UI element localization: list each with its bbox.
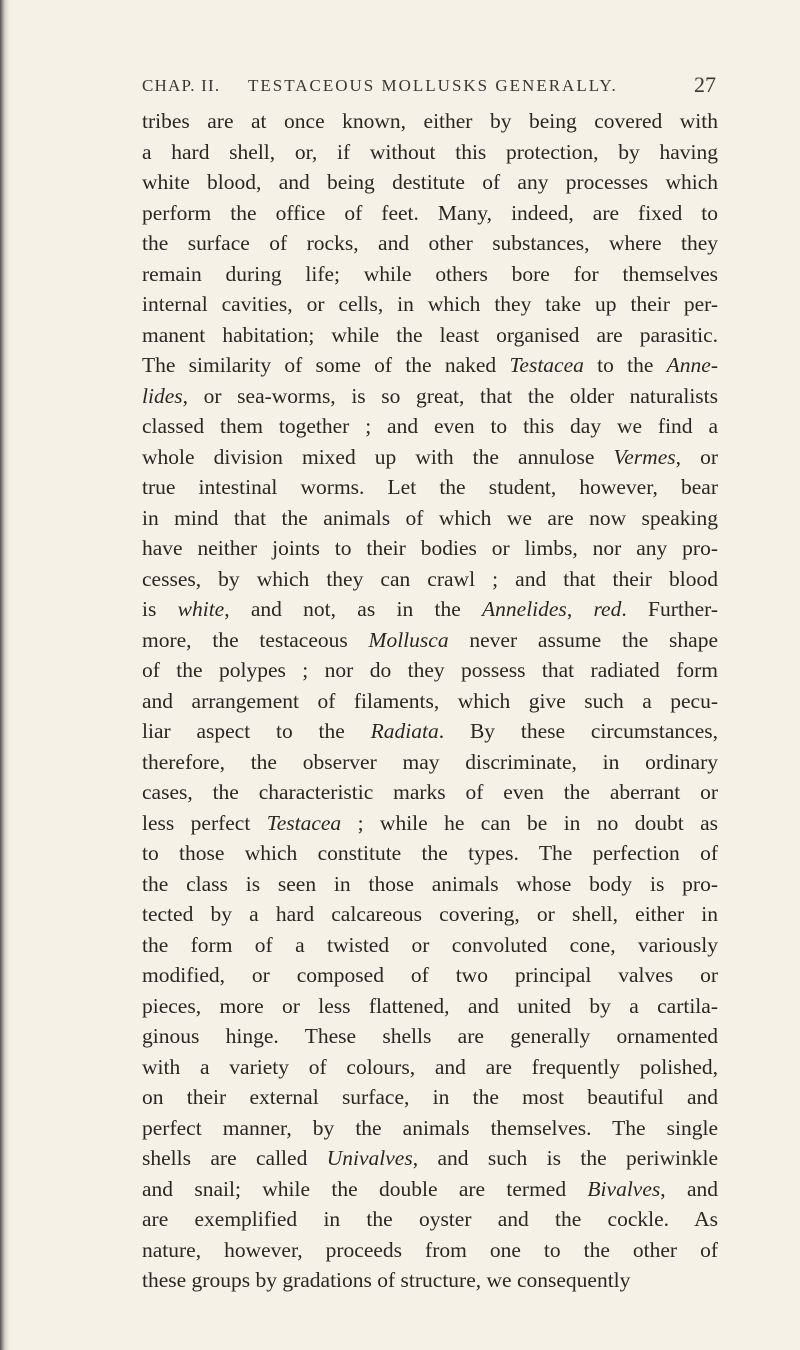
text-line: manent habitation; while the least organised are parasitic. (142, 322, 718, 347)
text-line: remain during life; while others bore for themselves (142, 261, 718, 286)
text-line: the surface of rocks, and other substances, where they (142, 231, 718, 255)
text-line: The similarity of some of the naked Testacea to the Anne- (142, 353, 718, 377)
text-line: modified, or composed of two principal valves or (142, 963, 718, 987)
text-line: the class is seen in those animals whose body is pro- (142, 871, 718, 896)
italic-term: Univalves (326, 1146, 413, 1170)
text-line: to those which constitute the types. The perfection of (142, 841, 718, 865)
page-number: 27 (694, 72, 716, 97)
text-line: tected by a hard calcareous covering, or shell, either in (142, 902, 718, 926)
text-line: lides, or sea-worms, is so great, that the older naturalists (142, 383, 718, 408)
text-line: shells are called Univalves, and such is the periwinkle (142, 1146, 718, 1170)
running-title: TESTACEOUS MOLLUSKS GENERALLY. (248, 76, 618, 95)
italic-term: Annelides (482, 597, 567, 621)
text-line: pieces, more or less flattened, and united by a cartila- (142, 993, 718, 1018)
italic-term: lides (142, 383, 183, 408)
page-gutter-shadow (0, 0, 10, 1350)
running-head (142, 72, 716, 98)
text-line: internal cavities, or cells, in which they take up their per- (142, 292, 718, 316)
italic-term: Bivalves (587, 1176, 661, 1201)
text-line: cases, the characteristic marks of even the aberrant or (142, 780, 718, 804)
italic-term: Testacea (266, 810, 342, 835)
text-line: less perfect Testacea ; while he can be in no doubt as (142, 810, 718, 835)
text-line: in mind that the animals of which we are now speaking (142, 505, 718, 530)
text-line: liar aspect to the Radiata. By these circumstances, (142, 719, 718, 743)
text-line: white blood, and being destitute of any processes which (142, 170, 718, 194)
text-line: classed them together ; and even to this day we find a (142, 414, 718, 438)
text-line: of the polypes ; nor do they possess that radiated form (142, 658, 718, 682)
italic-term: white (177, 597, 225, 621)
text-line: perform the office of feet. Many, indeed, are fixed to (142, 200, 718, 225)
text-line: these groups by gradations of structure, we consequently (142, 1268, 631, 1292)
text-line: is white, and not, as in the Annelides, red. Further- (142, 597, 718, 621)
text-line: perfect manner, by the animals themselves. The single (142, 1115, 718, 1140)
text-line: with a variety of colours, and are frequently polished, (142, 1054, 718, 1079)
text-line: and arrangement of filaments, which give such a pecu- (142, 688, 718, 713)
text-line: therefore, the observer may discriminate, in ordinary (142, 749, 718, 774)
chapter-label: CHAP. II. (142, 76, 221, 95)
text-line: nature, however, proceeds from one to the other of (142, 1237, 718, 1262)
italic-term: Radiata (370, 719, 439, 743)
text-line: whole division mixed up with the annulose Vermes, or (142, 444, 718, 469)
text-line: on their external surface, in the most beautiful and (142, 1085, 718, 1109)
text-line: have neither joints to their bodies or limbs, nor any pro- (142, 536, 718, 560)
text-line: tribes are at once known, either by being covered with (142, 109, 718, 133)
body-paragraph (142, 106, 718, 1296)
text-line: ginous hinge. These shells are generally ornamented (142, 1024, 718, 1048)
text-line: the form of a twisted or convoluted cone, variously (142, 932, 718, 957)
text-line: more, the testaceous Mollusca never assume the shape (142, 627, 718, 652)
italic-term: Vermes (613, 444, 676, 469)
text-line: true intestinal worms. Let the student, however, bear (142, 475, 718, 499)
italic-term: Mollusca (368, 627, 449, 652)
text-line: and snail; while the double are termed Bivalves, and (142, 1176, 718, 1201)
text-line: a hard shell, or, if without this protection, by having (142, 139, 718, 164)
italic-term: Testacea (509, 353, 584, 377)
text-line: cesses, by which they can crawl ; and that their blood (142, 566, 718, 591)
text-line: are exemplified in the oyster and the cockle. As (142, 1207, 718, 1231)
italic-term: Anne- (666, 353, 718, 377)
italic-term: red (593, 597, 622, 621)
